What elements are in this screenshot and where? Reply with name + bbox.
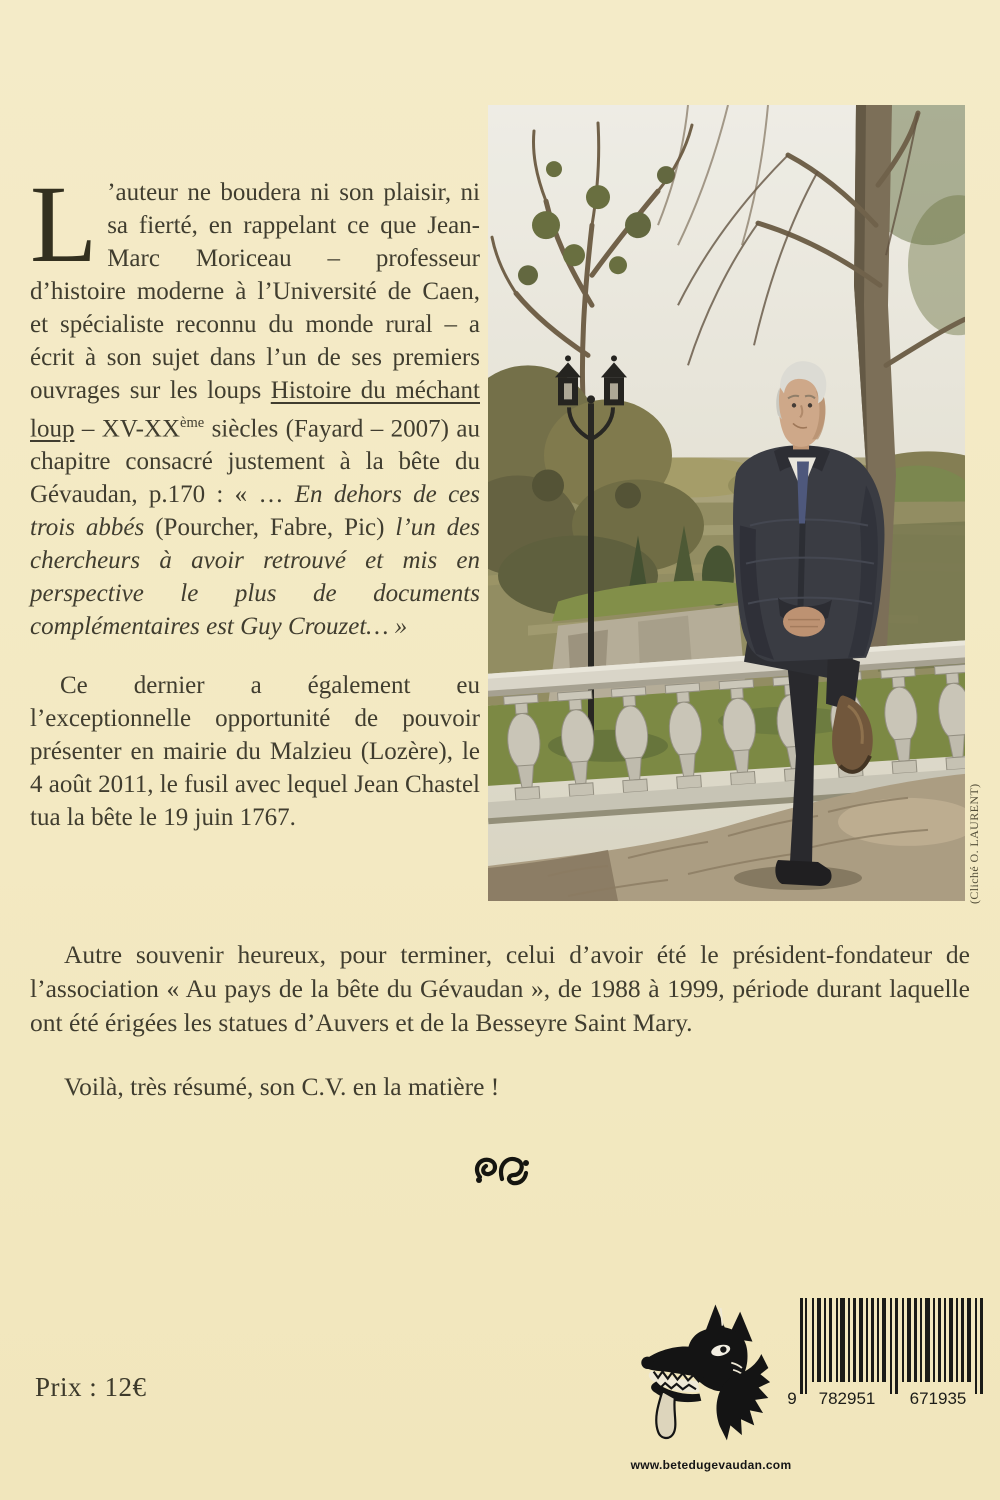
barcode-icon bbox=[786, 1296, 992, 1408]
paragraph-1 bbox=[30, 163, 480, 643]
barcode-digits-group2: 671935 bbox=[909, 1389, 967, 1408]
price-label: Prix : 12€ bbox=[35, 1372, 147, 1402]
barcode-digits-group1: 782951 bbox=[818, 1389, 876, 1408]
p1-quote-italic-2: l’un des chercheurs à avoir retrouvé et mis en perspective le plus de documents complémentaires est Guy Crouzet… » bbox=[30, 514, 480, 641]
author-photo-illustration bbox=[488, 105, 965, 901]
p1-superscript: ème bbox=[180, 415, 205, 431]
author-photo bbox=[488, 105, 965, 901]
p1-run3: siècles (Fayard – 2007) au chapitre consacré justement à la bête du Gévaudan, p.170 : « … bbox=[30, 415, 480, 509]
photo-credit: (Cliché O. LAURENT) bbox=[967, 783, 981, 904]
paragraph-2: Ce dernier a également eu l’exceptionnelle opportunité de pouvoir présenter en mairie du Malzieu (Lozère), le 4 août 2011, le fusil avec lequel Jean Chastel tua la bête le 19 juin 1767. bbox=[30, 672, 480, 832]
website-url: www.betedugevaudan.com bbox=[630, 1458, 792, 1472]
drop-cap: L bbox=[30, 163, 98, 285]
paragraph-4: Voilà, très résumé, son C.V. en la matière ! bbox=[64, 1072, 500, 1101]
p1-book-title-underlined: Histoire du méchant loup bbox=[30, 377, 480, 443]
author-text-column bbox=[30, 163, 480, 834]
p1-run2: – XV-XX bbox=[74, 415, 181, 443]
wolf-head-icon bbox=[636, 1294, 786, 1458]
paragraph-3: Autre souvenir heureux, pour terminer, celui d’avoir été le président-fondateur de l’association « Au pays de la bête du Gévaudan », de 1988 à 1999, période durant laquelle ont été érigées les statues d’Auvers et de la Besseyre Saint Mary. bbox=[30, 940, 970, 1037]
p1-quote-italic-1: En dehors de ces trois abbés bbox=[30, 481, 480, 542]
barcode bbox=[786, 1296, 992, 1408]
p1-run1: ’auteur ne boudera ni son plaisir, ni sa fierté, en rappelant ce que Jean-Marc Moriceau – professeur d’histoire moderne à l’Université de Caen, et spécialiste reconnu du monde rural – a écrit à son sujet dans l’un de ses premiers ouvrages sur les loups bbox=[30, 179, 480, 404]
barcode-digit-left: 9 bbox=[787, 1389, 797, 1408]
fleuron-ornament bbox=[0, 1152, 1000, 1193]
p1-run4: (Pourcher, Fabre, Pic) bbox=[144, 514, 396, 542]
wolf-logo bbox=[636, 1294, 786, 1458]
fleuron-icon bbox=[471, 1152, 529, 1188]
